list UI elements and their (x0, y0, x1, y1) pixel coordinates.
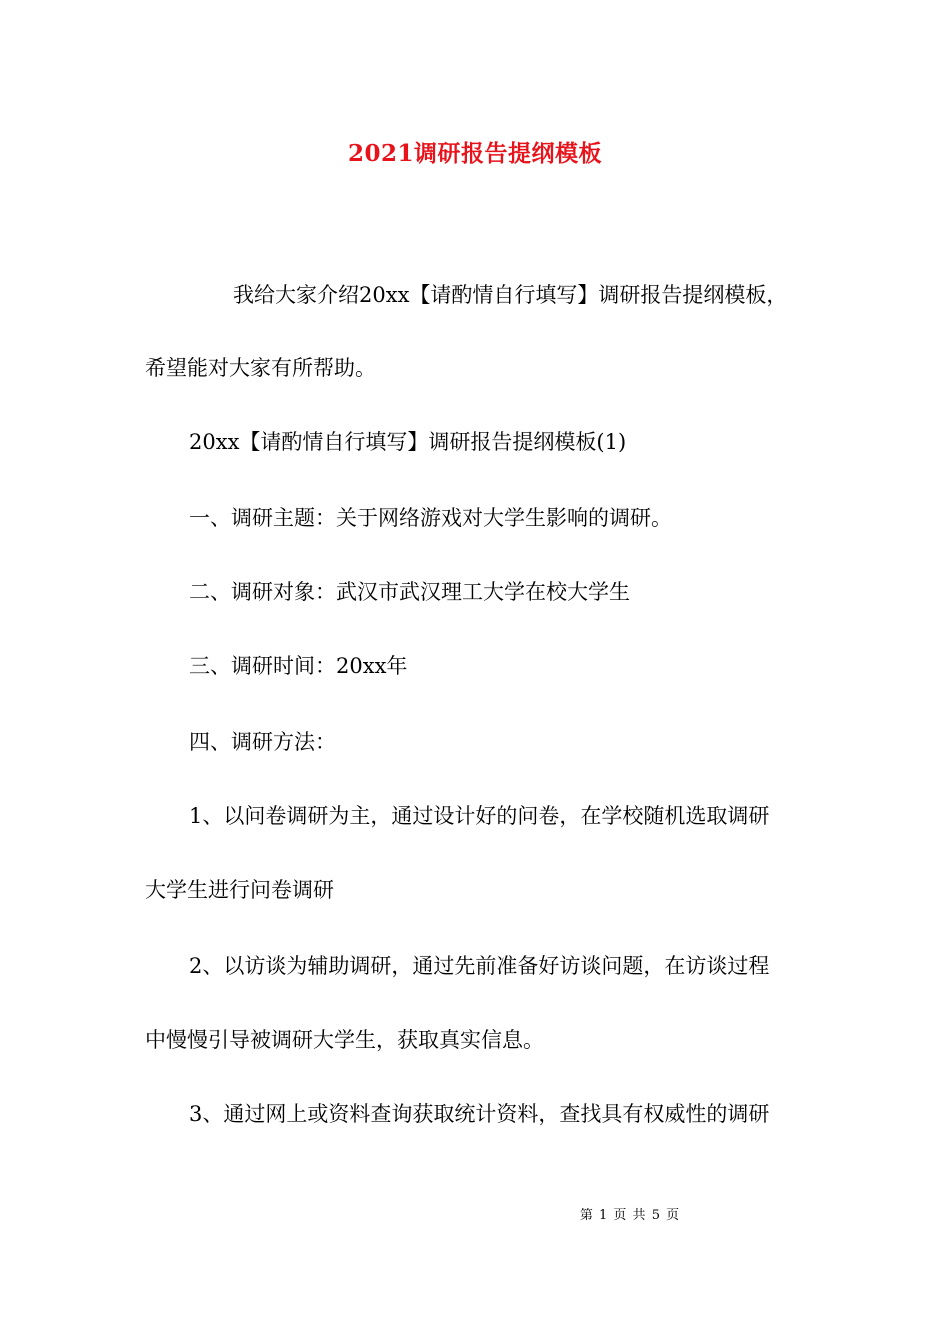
paragraph-line: 中慢慢引导被调研大学生，获取真实信息。 (145, 1028, 544, 1052)
paragraph-line: 我给大家介绍20xx【请酌情自行填写】调研报告提纲模板， (233, 283, 788, 307)
paragraph-line: 二、调研对象：武汉市武汉理工大学在校大学生 (189, 580, 630, 604)
paragraph-line: 希望能对大家有所帮助。 (145, 356, 376, 380)
paragraph-line: 20xx【请酌情自行填写】调研报告提纲模板(1) (189, 430, 627, 454)
paragraph-line: 三、调研时间：20xx年 (189, 654, 408, 678)
paragraph-line: 一、调研主题：关于网络游戏对大学生影响的调研。 (189, 506, 672, 530)
document-title: 2021调研报告提纲模板 (347, 140, 602, 167)
paragraph-line: 3、通过网上或资料查询获取统计资料，查找具有权威性的调研 (189, 1102, 770, 1126)
paragraph-line: 2、以访谈为辅助调研，通过先前准备好访谈问题，在访谈过程 (189, 954, 770, 978)
paragraph-line: 大学生进行问卷调研 (145, 878, 334, 902)
paragraph-line: 四、调研方法： (189, 730, 336, 754)
page-number-footer: 第 1 页 共 5 页 (579, 1208, 681, 1223)
paragraph-line: 1、以问卷调研为主，通过设计好的问卷，在学校随机选取调研 (189, 804, 770, 828)
